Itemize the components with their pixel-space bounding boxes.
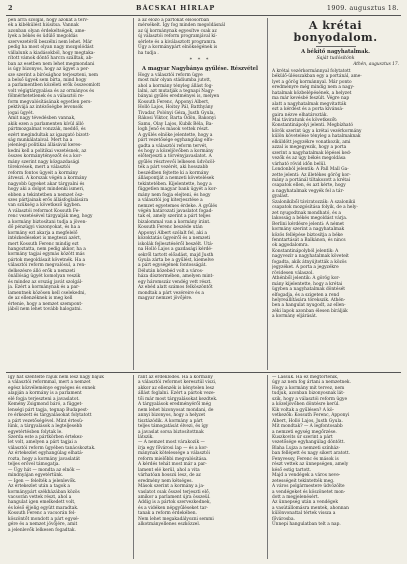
text-line: Mások szerint a kormány a ja- — [138, 484, 205, 490]
text-line: delkezésre álló erők a nemzeti — [8, 268, 76, 274]
text-line: ek a kibékülést hiúsítsa. Vannak — [8, 23, 79, 29]
text-line: Kossuth Ferenc beszéde után — [138, 225, 203, 231]
page-number: 2 — [8, 4, 13, 12]
text-line: kedni kell a politikai vezetésnek, az — [8, 148, 87, 154]
text-line: alkotmányellenes eszközzel. — [138, 522, 201, 528]
text-line: egész közvéleménye egységes és ennek — [8, 385, 96, 391]
text-line: sérlete és a kiválasztott programra. — [138, 39, 217, 45]
text-line: békülő-ülésszakban egy a portánál, ame- — [272, 74, 362, 80]
text-line: Az ebéd alatt számos felköszöntőt — [138, 285, 213, 291]
text-line: átveszi. A korszak végén a kormány — [8, 176, 87, 182]
text-line: Blaha Lujza a nemzeti színház- — [272, 445, 340, 451]
text-line: végén határozati javaslatot fogad- — [138, 208, 213, 214]
text-line: a nagyhatalmak vegyék fel a tár- — [272, 188, 345, 194]
text-line: ránt az érdeklődés. Ha a kormány — [138, 375, 213, 380]
text-line: na Holló Lajos a gazdasági kérdé- — [138, 247, 213, 253]
text-line: mindnyájan egyetértünk. — [8, 473, 64, 479]
newspaper-title: BÁCSKAI HÍRLAP — [136, 4, 216, 12]
text-line: Úgy a kormánypárt elnökségének is — [138, 45, 218, 51]
text-line: van szükség a következő ügyben. — [8, 203, 82, 209]
text-line: ték a párt vezérét, aki hosszabb — [138, 165, 209, 171]
text-line: tanak a reform érdekében. — [138, 511, 197, 517]
text-line: lalni, azt mutatják a tegnapi Nagy- — [138, 88, 215, 94]
text-line: lyek a békés és üdülő megoldás — [8, 34, 78, 40]
text-line: tisztázódik. A kormány a párt — [138, 418, 203, 424]
text-line: kormány ezt akarja a megfelelő — [8, 230, 78, 236]
text-line: — Igen — felelték a jelenlevők. — [8, 478, 77, 484]
text-line: választói reform megvalósul, a ren- — [8, 263, 86, 269]
text-line: pen arra szolgál, hogy azokat a terv- — [8, 18, 89, 23]
text-line: nagyobb ügyeket akar tárgyalni és — [8, 181, 85, 187]
text-line: mert Kossuth Ferenc mindig ezt — [8, 241, 79, 247]
text-line: rövidesen válaszol. — [272, 270, 314, 276]
text-line: lamentnek közösen kell cselekedni, — [8, 290, 86, 296]
text-line: ok aggodalomra. — [272, 243, 309, 249]
text-line: közös fellépése biztosítja a béke — [272, 232, 343, 238]
text-line: A gyűlés elnöke jelentette, hogy a — [138, 132, 213, 138]
text-line: lakosság a békés megoldást várja. — [272, 216, 348, 222]
text-line: most már olyan stádiumba jutott, — [138, 78, 212, 84]
text-line: eredményre még mindig nem a nagy- — [272, 85, 355, 91]
article-subtitle: A békítő nagyhatalmak. — [301, 49, 370, 55]
text-line: bizalommal van a kormány iránt. — [138, 219, 211, 225]
text-line: és mindez az ország javát szolgál- — [8, 279, 83, 285]
text-line: írja egy fővárosi lap — és a kor- — [138, 445, 208, 451]
text-line: ság munkálataival. Mert ha a — [8, 137, 73, 143]
text-line: új választói reform programjával kí- — [138, 34, 217, 40]
text-line: várhatóan hosszú lesz, de az — [138, 473, 201, 479]
text-line: A választói reformot Kossuth Fe- — [8, 208, 80, 214]
text-line: Athénből jelentik: A görög kor- — [272, 276, 340, 282]
text-line: és késő éjjelig együtt maradtak. — [8, 505, 79, 511]
text-line: rozta, hogy a kormány javaslatát — [8, 456, 81, 462]
text-line: a nemzeti egység megőrzése. — [272, 429, 337, 435]
text-line: egy háromszáz vendég vett részt. — [138, 279, 212, 285]
text-line: Tivadar, Polónyi Géza, Justh Gyula, — [138, 110, 215, 116]
text-line: összes kormánytényezőt és a kor- — [8, 154, 82, 160]
text-line: jogai ügyét. — [8, 110, 34, 116]
text-line: fővárosba. — [272, 516, 295, 522]
column-divider — [267, 18, 268, 370]
text-line: mány szerint nagy közgazdasági — [8, 159, 80, 165]
text-line: a parlamentben közéleti erők összeomlott — [8, 83, 101, 89]
text-line: alatt a nagyhatalmak megvitatták — [272, 101, 347, 107]
text-line: Berlini kérdésre jelenti: A német — [272, 221, 345, 227]
text-line: tak el, amely szerint a párt teljes — [138, 214, 211, 220]
text-line: különvonattal tértek vissza a — [272, 511, 336, 517]
column-2 — [138, 18, 262, 370]
text-line: Rákosi Viktor, Barta Ödön, Bakonyi — [138, 116, 216, 122]
text-line: volt végigtárgyalása és az ormányos és — [8, 88, 95, 94]
text-line: — Úgy hát — mondta az elnök — — [8, 467, 81, 473]
text-line: úgy az nem fog ártani a nemzetnek. — [272, 380, 351, 386]
text-line: mérsékelt. Így fog minden megoldásnál — [138, 23, 226, 29]
text-line: a választói reformmal, mert a nemzet — [8, 380, 91, 386]
text-line: gaira nézve elhatározták. — [272, 112, 328, 118]
text-line: A város polgármestere üdvözölte — [272, 484, 345, 490]
text-line: nemzet egyetemes érdeke. A gyűlés — [138, 203, 218, 209]
text-line: csapatok ellen, és azt kérte, hogy — [272, 183, 346, 189]
running-head — [6, 4, 401, 14]
text-line: sze szerint a bírósághoz terjeszteni, nem — [8, 72, 99, 78]
text-line: Samu, Olay Lajos, Kubik Béla, Ba- — [138, 121, 213, 127]
text-line: közoktatás ügyeiről és a nemzeti — [138, 236, 211, 242]
text-line: szervezetéről beszélni nem lehet. Már — [8, 39, 93, 45]
text-line: elé fogja terjeszteni a javaslatot. — [8, 396, 80, 402]
text-line: Apponyi Albert szólalt fel, aki a — [138, 230, 207, 236]
text-line: Gyula zárta be a gyűlést, kiemelve — [138, 258, 214, 264]
text-line: a vasútállomásra mentek, ahonnan — [272, 505, 349, 511]
text-line: Mit mondtak? — A legfontosabb — [272, 424, 343, 430]
text-line: elküldött jegyzékre vonatkozik, ami — [272, 139, 351, 145]
text-line: a közeljövőben döntésre kerül. — [272, 402, 340, 408]
text-line: elfogadja, és a szigeten a rend — [272, 292, 340, 298]
text-line: akkor az ellenzék is kénytelen lesz — [138, 385, 215, 391]
text-line: Addig is a pártok szervezkednek, — [138, 500, 211, 506]
column-3 — [272, 18, 399, 370]
text-line: helyreállítására törekszik. Athén- — [272, 297, 346, 303]
text-line: a jelenlevők lelkesen fogadtak. — [8, 527, 76, 533]
text-line: Délután közebéd volt a város- — [138, 268, 204, 274]
text-line: akik ezen a parlamenten kívül álló — [8, 121, 84, 127]
text-line: eredmény nem kétséges. — [138, 478, 193, 484]
text-line: szik, hogy a választói reform ügye — [272, 396, 348, 402]
text-line: várható rövid időn belül. — [272, 161, 327, 167]
text-line: álláspontját a nemzeti követelések — [138, 176, 215, 182]
text-line: kormánypárt székházában közös — [8, 489, 80, 495]
text-line: jából nem lehet tovább halogatni. — [8, 307, 82, 313]
text-line: Kuszkovits úr szerint a párt — [272, 434, 333, 440]
text-line: késő estig tartott. — [272, 467, 312, 473]
text-line: rított vámok döntő harcra szálltak, ab- — [8, 56, 93, 62]
text-line: előterjeszti a törvényjavaslatot. A — [138, 154, 212, 160]
text-line: külön követelése tényleg a hatalmaknak — [272, 134, 361, 140]
text-line: tekintetében. Kijelentette, hogy a — [138, 181, 212, 187]
text-line: lünk, a tárgyalások a legteljesebb — [8, 424, 83, 430]
text-line: ahol a kormány tényleg állást fog- — [138, 83, 213, 89]
text-line: mánynak kötelessége a választói — [138, 451, 210, 457]
text-line: ja. Ezért a kormánynak és a par- — [8, 285, 80, 291]
text-line: mondtak a párt vezéreire és a — [138, 290, 204, 296]
text-line: Londonból jelentik: A Pall Mall Ga- — [272, 167, 349, 173]
text-line: iskolák fejlesztéséről beszélt. Utá- — [138, 241, 214, 247]
text-line: vetkezők: Kossuth Ferenc, Apponyi — [272, 413, 350, 419]
text-line: Mai táviratunk és következőt: — [272, 118, 338, 124]
text-line: a kormány eljárását. — [272, 314, 318, 320]
bottom-column-3 — [272, 375, 399, 559]
text-line: tői már most tárgyalásokat kezdtek. — [138, 396, 218, 402]
text-line: is úgy bizonyos, hogy az ügyet a per- — [8, 67, 90, 73]
text-line: és hogy a közeljövőben a kormány — [138, 148, 214, 154]
text-line: Holló Lajos, Hoitsy Pál, Batthyány — [138, 105, 214, 111]
text-line: Majd a vendégek a város neve- — [272, 473, 341, 479]
text-line: ügyben a nagyhatalmak döntését — [272, 287, 346, 293]
text-line: a választói reformot keresztül viszi, — [138, 380, 217, 386]
section-heading: A magyar Nagybánya gyűlése. Részvétel — [142, 65, 258, 72]
text-line: lament elé kerül, ahol a vita — [138, 467, 200, 473]
text-line: köszöntőt mondott a párt egysé- — [8, 516, 80, 522]
text-line: a vendégeket és köszönetet mon- — [272, 489, 346, 495]
text-line: szes pártjainak erős állásfoglalására — [8, 197, 89, 203]
text-line: Hogy a kormány mit tervez, nem — [272, 385, 345, 391]
text-line: zette jelenti: Az illetékes görög kor- — [272, 172, 351, 178]
text-line: hangulat igen emelkedett volt, — [8, 500, 76, 506]
text-line: vezetősége egyhangúlag döntött. — [272, 440, 345, 446]
text-line: vezők és az ügy békés megoldása — [272, 156, 346, 162]
text-line: Kik voltak a gyűlésen? A kö- — [272, 407, 334, 413]
text-line: állást foglalni. Ezért a pártok veze- — [138, 391, 216, 397]
text-line: intézkedéseket is megteszi azért, — [8, 236, 82, 242]
text-line: ebben a tekintetben a nemzet ösz- — [8, 192, 84, 198]
text-line: bányai gyűlés eredményei is, melyen — [138, 94, 220, 100]
article-title: A krétai bonyodalom. — [293, 19, 378, 44]
column-1 — [8, 18, 128, 370]
text-line: — A nemzet most várakozik — — [138, 440, 205, 446]
text-line: A tárgyalások eredményéről még — [138, 402, 212, 408]
text-line: sekről tartott előadást, majd Justh — [138, 252, 214, 258]
text-line: alapján a kormány is a parlament — [8, 391, 82, 397]
text-line: vállalunk a kiadásokból, hogy megtaka- — [8, 50, 95, 56]
text-line: gyűlés résztvevői lelkesen üdvözöl- — [138, 159, 216, 165]
text-line: teljes támogatását élvezi, és így — [138, 424, 209, 430]
text-line: Az ünnepség után a vendégek — [272, 500, 338, 506]
text-line: A krétai vezérkormánnyal folytatott — [272, 68, 351, 74]
text-line: a az előző a pártokat elsősorban — [138, 18, 210, 23]
text-line: Konstantinápolyból jelentik: A — [272, 248, 339, 254]
text-line: nem lehet bizonyosat mondani, de — [138, 407, 214, 413]
text-line: látszik. — [138, 434, 154, 440]
text-line: lyet a görög kormánnyal. Már ponto — [272, 79, 352, 85]
text-line: Az értekezlet után a tagok a — [8, 484, 70, 490]
text-line: és a vidéken népgyűléseket tar- — [138, 505, 208, 511]
text-line: Konstantinápolyi jelenti. Megbízható — [272, 123, 354, 129]
text-line: önállóság ügyét komolyan veszik — [8, 274, 81, 280]
text-line: vacsorán vettek részt, ahol a — [8, 494, 72, 500]
bottom-column-2 — [138, 375, 262, 559]
section-rule — [6, 372, 401, 373]
text-line: Amit nagy tévedésben vannak, — [8, 116, 76, 122]
text-line: kormány szerint a nagyhatalmak — [272, 227, 345, 233]
bottom-column-1 — [8, 375, 128, 559]
text-line: reform fontos ügyeit a kormány — [8, 170, 78, 176]
text-line: zetességeit tekintették meg. — [272, 478, 335, 484]
text-line: amikor a parlament újra összeül. — [138, 494, 211, 500]
column-divider — [133, 375, 134, 559]
text-line: gadta a választói reform tervét, — [138, 143, 208, 149]
text-line: Albert, Holló Lajos, Justh Gyula. — [272, 418, 343, 424]
text-line: választói reform ügyében tanácskoztak. — [8, 445, 96, 451]
text-line: tudjuk, azonban bizonyosnak lát- — [272, 391, 345, 397]
text-line: hatalmak közbelépésének, a helyzet — [272, 90, 352, 96]
issue-date: 1909. augusztus 18. — [326, 4, 399, 12]
text-line: annyi bizonyos, hogy a helyzet — [138, 413, 206, 419]
text-line: Ünnepi hangulatban telt a nap. — [272, 522, 341, 528]
text-line: ben a hangulat nyugodt, az ellen- — [272, 303, 346, 309]
text-line: a javaslat sorsa biztosítottnak — [138, 429, 204, 435]
text-line: let volt, amelyen a párt tagjai a — [8, 440, 77, 446]
text-line: a párt vezetőségével. Mint értesü- — [8, 418, 84, 424]
text-line: Hogy a választói reform ügye — [138, 72, 203, 78]
text-line: Fenyvessy, Ferenc és mások is — [272, 456, 339, 462]
text-line: — Lássuk. Ha ez megtörténik, — [272, 375, 339, 380]
text-line: ban fellépett és nagy sikert aratott. — [272, 451, 350, 457]
text-line: Szalonikiből táviratozzák: A szalonikii — [272, 199, 356, 205]
text-line: egyetértésben folytak le. — [8, 429, 63, 435]
text-line: reform mielőbbi megvalósítása. — [138, 456, 208, 462]
text-line: pártmozgalmat vonzzák, meddő, és — [8, 127, 86, 133]
text-line: fogadta, akik átnyújtották a közös — [272, 259, 347, 265]
text-line: Kossuth Ferenc a vacsorán fel- — [8, 511, 76, 517]
text-line: törekvések, mert a választói — [8, 165, 71, 171]
text-line: pártok megoldásait követnék. Ha a — [8, 257, 86, 263]
text-line: pedig ha most olyan nagy mozgolódást — [8, 45, 94, 51]
text-line: független magyar bank ügyét a kor- — [138, 187, 218, 193]
head-rule — [6, 15, 401, 16]
text-line: a választói jog kiterjesztése a — [138, 198, 203, 204]
text-line: a párt egységének fontosságát. — [138, 263, 207, 269]
text-line: a belső ügyek sem bírta, mind hogy — [8, 77, 87, 83]
text-line: szerint a nagyhatalmak lépései ked- — [272, 150, 352, 156]
text-line: azzal is megegyezik, hogy a porta — [272, 145, 347, 151]
column-divider — [133, 18, 134, 370]
text-line: de az ellenzéknek is meg kell — [8, 296, 73, 302]
text-line: értenie, hogy a nemzet szempont- — [8, 301, 83, 307]
text-line: vaslatot csak ősszel terjeszti elő, — [138, 489, 211, 495]
text-line: pektívájá az intézőségbe levonsók — [8, 105, 83, 111]
text-line: magyar nemzet jövőjére. — [138, 296, 193, 302]
text-line: ha tudja . — [138, 50, 159, 56]
text-line: zet nyugodtnak mondható, és a — [272, 210, 341, 216]
text-line: Kemény Zsigmond báró, a függet- — [8, 402, 83, 408]
text-line: az új kormánynak egyesítve csak az — [138, 28, 217, 34]
text-line: logh Jenő és mások vettek részt. — [138, 127, 210, 133]
text-line: azonban olyan érdekeltségek, ame- — [8, 28, 86, 34]
text-line: A kérdés tehát most már a par- — [138, 462, 207, 468]
text-line: csapatok mozgósítása folyik, de a hely- — [272, 205, 358, 211]
text-line: kormány tagjai egymás között más — [8, 252, 85, 258]
text-line: részt vettek az ünnepségen, amely — [272, 462, 349, 468]
section-divider: * * * — [189, 57, 211, 64]
text-line: Az értekezlet egyhangúlag elhatá- — [8, 451, 84, 457]
text-line: dő pénzügyi viszonyokat, és ha a — [8, 225, 81, 231]
column-divider — [267, 375, 268, 559]
text-line: mány kijelentette, hogy a krétai — [272, 281, 343, 287]
text-line: gyalást. — [272, 194, 290, 200]
article-source: Saját tudósítónk — [316, 56, 355, 61]
newspaper-page — [6, 4, 401, 560]
text-line: ban az esetben nem lehet megmondani — [8, 61, 95, 67]
text-line: ma már kevésbé feszült. Végre nap — [272, 96, 350, 102]
text-line: háza dísztermében, amelyen mint- — [138, 274, 214, 280]
text-line: renc vezetésével tárgyalják meg, hogy — [8, 214, 93, 220]
text-line: hangoztatta, nem pedig akkor, ha a — [8, 247, 86, 253]
text-line: a kormány biztosítani tudja a jöven- — [8, 219, 87, 225]
text-line: jegyzéket. A porta a jegyzékre — [272, 265, 339, 271]
text-line: ezért megindultak az igazgató bizott- — [8, 132, 91, 138]
text-line: körök szerint úgy a krétai vezérkormány — [272, 128, 362, 134]
text-line: Szerda este a pártkörben értekez- — [8, 434, 84, 440]
text-line: zéki lapok azonban élesen bírálják — [272, 308, 348, 314]
text-line: mány a portánál tiltakozott a krétai — [272, 178, 351, 184]
text-line: beszédben fejtette ki a kormány — [138, 170, 209, 176]
text-line: hogy aki a dolgot mindenki ismeri, — [8, 187, 85, 193]
text-line: Nem lehet megakadályozni semmi — [138, 516, 214, 522]
text-line: fölmérhetetlenek és a választói re- — [8, 94, 85, 100]
article-byline: Athén, augusztus 17. — [353, 61, 399, 67]
text-line: nagyvezír a nagyhatalmak követeit — [272, 254, 349, 260]
text-line: fenntartását a Balkánon, és nincs — [272, 238, 346, 243]
text-line: Így hát szentelte rájuk nem lesz nagy bajuk — [8, 375, 104, 380]
text-line: jelenlegi politikai állásával keres- — [8, 143, 82, 149]
text-line: teljes erővel támogatja. — [8, 462, 60, 468]
text-line: gére és a nemzet jövőjére, amit — [8, 522, 78, 528]
text-line: ezt a kérdést és a porta kívánsá- — [272, 107, 344, 113]
text-line: párt vezetősége egyhangúlag elfo- — [138, 138, 214, 144]
title-rule — [316, 46, 356, 47]
text-line: lenségi párt tagja, tegnap Budapest- — [8, 407, 89, 413]
text-line: Kossuth Ferenc, Apponyi Albert, — [138, 99, 210, 105]
text-line: mány nem fogja elejteni, és hogy — [138, 192, 211, 198]
text-line: re érkezett és tárgyalásokat folytatott — [8, 413, 92, 419]
text-line: form megvalósításának egyetlen pers- — [8, 99, 92, 105]
text-line: dott a megjelenésért. — [272, 494, 319, 500]
